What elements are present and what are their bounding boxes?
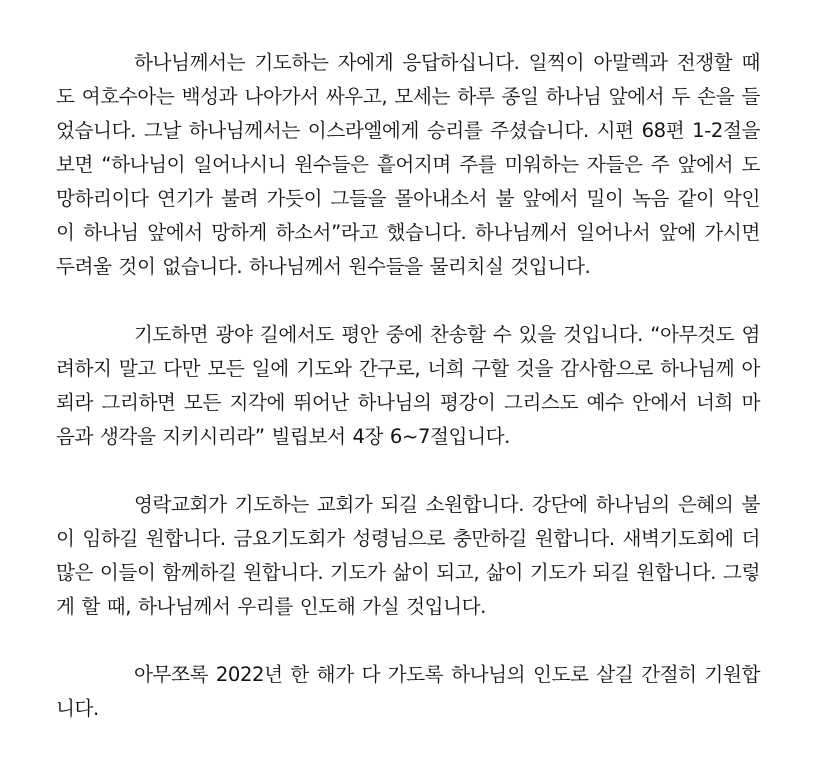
document-body bbox=[56, 46, 760, 726]
paragraph-prayer-answer: 하나님께서는 기도하는 자에게 응답하십니다. 일찍이 아말렉과 전쟁할 때도 여호수아는 백성과 나아가서 싸우고, 모세는 하루 종일 하나님 앞에서 두 손을 들었습니다. 그날 하나님께서는 이스라엘에게 승리를 주셨습니다. 시편 68편 1-2절을 보면 “하나님이 일어나시니 원수들은 흩어지며 주를 미워하는 자들은 주 앞에서 도망하리이다 연기가 불려 가듯이 그들을 몰아내소서 불 앞에서 밀이 녹음 같이 악인이 하나님 앞에서 망하게 하소서”라고 했습니다. 하나님께서 일어나서 앞에 가시면 두려울 것이 없습니다. 하나님께서 원수들을 물리치실 것입니다. bbox=[56, 51, 760, 278]
paragraph-church-wish: 영락교회가 기도하는 교회가 되길 소원합니다. 강단에 하나님의 은혜의 불이 임하길 원합니다. 금요기도회가 성령님으로 충만하길 원합니다. 새벽기도회에 더 많은 이들이 함께하길 원합니다. 기도가 삶이 되고, 삶이 기도가 되길 원합니다. 그렇게 할 때, 하나님께서 우리를 인도해 가실 것입니다. bbox=[56, 493, 761, 618]
paragraph-closing-blessing: 아무쪼록 2022년 한 해가 다 가도록 하나님의 인도로 살길 간절히 기원합니다. bbox=[56, 663, 760, 720]
paragraph-prayer-peace: 기도하면 광야 길에서도 평안 중에 찬송할 수 있을 것입니다. “아무것도 염려하지 말고 다만 모든 일에 기도와 간구로, 너희 구할 것을 감사함으로 하나님께 아뢰라 그리하면 모든 지각에 뛰어난 하나님의 평강이 그리스도 예수 안에서 너희 마음과 생각을 지키시리라” 빌립보서 4장 6~7절입니다. bbox=[56, 323, 760, 448]
